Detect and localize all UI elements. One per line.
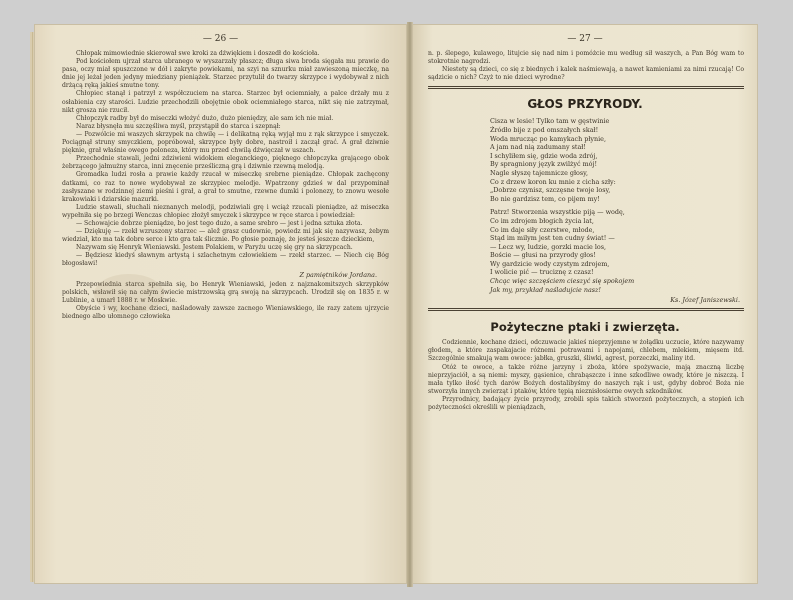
paragraph: Chłopczyk radby był do miseczki włożyć dużo, dużo pieniędzy, ale sam ich nie miał. [76, 114, 334, 122]
story-continuation [412, 50, 758, 82]
poem-line: A jam nad nią zadumany stał! [490, 143, 586, 152]
paragraph: n. p. ślepego, kulawego, litujcie się nad nim i pomóżcie mu według sił waszych, a Pan Bóg wam to stokrotnie nagrodzi. [428, 50, 744, 66]
article-text [412, 339, 758, 412]
story-epilogue [34, 281, 407, 321]
paragraph: Pod kościołem ujrzał starca ubranego w wyszarzały płaszcz; długa siwa broda sięgała mu prawie do pasa, oczy miał spuszczone w dół i zakryte powiekami, na szyi na sznurku miał zawieszoną mieczkę, na dnie jej leżał jeden jedyny miedziany pieniążek. Starzec przytulił do twarzy skrzypce i wydobywał z nich drżącą ręką jakieś smutne tony. [62, 58, 389, 90]
open-booklet [30, 18, 765, 588]
poem-line: By spragniony język zwilżyć mój! [490, 160, 598, 169]
poem-line: Co im daje siły czerstwe, młode, [490, 225, 595, 234]
poem-line: Wy gardzicie wody czystym zdrojem, [490, 259, 610, 268]
poem-line: Bo nie gardzisz tem, co pijem my! [490, 194, 600, 203]
paragraph: Przepowiednia starca spełniła się, bo Henryk Wieniawski, jeden z najznakomitszych skrzypków polskich, wsławił się na całym świecie mistrzowską grą swoją na skrzypcach. Urodził się on 1835 r. w Lublinie, a umarł 1888 r. w Moskwie. [62, 280, 389, 304]
page-number-left: — 26 — [202, 34, 239, 44]
paragraph: Gromadka ludzi rosła a prawie każdy rzucał w miseczkę srebrne pieniądze. Chłopak zachęcony datkami, co raz to nowe wydobywał ze skrzypiec melodje. Wpatrzony gdzieś w dal przypominał zasłyszane w rodzinnej ziemi pieśni i grał, a grał to smutne, rzewne dumki i polonezy, to znowu wesołe krakowiaki i dziarskie mazurki. [62, 171, 389, 203]
paragraph: Chłopak mimowiednie skierował swe kroki za dźwiękiem i doszedł do kościoła. [76, 50, 320, 57]
paragraph: — Będziesz kiedyś sławnym artystą i szlachetnym człowiekiem — rzekł starzec. — Niech cię Bóg błogosławi! [62, 252, 389, 268]
paragraph: Nazywam się Henryk Wieniawski. Jestem Polakiem, w Paryżu uczę się gry na skrzypcach. [76, 244, 353, 252]
paragraph: Obyście i wy, kochane dzieci, naśladowały zawsze zacnego Wieniawskiego, ile razy zatem ujrzycie biednego albo ułomnego człowieka [62, 304, 389, 320]
story-text [34, 50, 407, 269]
paragraph: Przyrodnicy, badający życie przyrody, zrobili spis takich stworzeń pożytecznych, a stopień ich pożyteczności określili w pieniądzach, [428, 395, 744, 411]
poem-line: Stąd im milym jest ten cudny świat! — [490, 234, 615, 243]
paragraph: Przechodnie stawali, jedni zdziwieni widokiem eleganckiego, pięknego chłopczyka grającego obok żebrzącego jałmużny starca, inni znęcenie prześliczną grą i dziwnie rzewną melodją. [62, 155, 389, 171]
section-divider [428, 308, 744, 309]
section-divider [428, 88, 744, 89]
paragraph: — Schowajcie dobrze pieniądze, bo jest tego dużo, a same srebro — jest i jedna sztuka złota. [76, 219, 363, 227]
paragraph: Otóż te owoce, a także różne jarzyny i zboża, które spożywacie, mają znaczną liczbę nieprzyjaciół, a są niemi: myszy, gąsienice, chrabąszcze i inne szkodliwe owady, które je niszczą. I mała tylko iłość tych darów Bożych dostalibyśmy do naszych rąk i ust, gdyby dobroć Boża nie stworzyła innych zwierząt i ptaków, które tępią nieznisłosierne owych szkodników. [428, 363, 744, 395]
poem-line: Boście — głusi na przyrody głos! [490, 251, 596, 260]
poem-line: Co z drzew koron ku mnie z cicha szły: [490, 177, 616, 186]
paragraph: Niestety są dzieci, co się z biednych i kalek naśmiewają, a nawet kamieniami za nimi rzucają! Co sądzicie o nich? Czyż to nie dzieci wyrodne? [428, 66, 744, 82]
section-divider [428, 310, 744, 311]
paper-stain [94, 274, 164, 314]
poem [412, 117, 758, 294]
poem-line: Chcąc więc szczęściem cieszyć się spokojem [490, 277, 635, 286]
paragraph: Chłopiec stanął i patrzył z współczuciem na starca. Starzec był ociemniały, a palce drżały mu z osłabienia czy starości. Ludzie przechodzili obojętnie obok ociemniałego starca, nikt się nie zatrzymał, nikt grosza nie rzucił. [62, 90, 389, 114]
left-page [34, 24, 407, 584]
article-title: Pożyteczne ptaki i zwierzęta. [490, 320, 680, 335]
poem-line: „Dobrze czynisz, szczęsne twoje losy, [490, 186, 611, 195]
story-source: Z pamiętników Jordana. [299, 270, 377, 279]
poem-line: — Lecz wy, ludzie, gorzki macie los, [490, 242, 607, 251]
poem-line: Cisza w lesie! Tylko tam w gęstwinie [490, 117, 610, 126]
paragraph: Codziennie, kochane dzieci, odczuwacie jakieś nieprzyjemne w żołądku uczucie, które nazywamy głodem, a które zaspakajacie różnemi potrawami i napojami, chlebem, mlekiem, mięsem itd. Szczególnie smakują wam owoce: jabłka, gruszki, śliwki, agrest, porzeczki, maliny itd. [428, 339, 744, 363]
poem-line: Źródło bije z pod omszałych skał! [490, 125, 599, 134]
paragraph: Naraz błysnęła mu szczęśliwa myśl, przystąpił do starca i szepnął: [76, 122, 281, 130]
poem-line: I schyliłem się, gdzie woda zdrój, [490, 151, 598, 160]
paragraph: — Dziękuję — rzekł wzruszony starzec — alež grasz cudownie, powiedz mi jak się nazywasz, żebym wiedział, kto ma tak dobre serce i kto gra tak ślicznie. Po głosie poznaję, że jesteś jeszcze dzieckiem, [62, 228, 389, 244]
page-number-right: — 27 — [567, 34, 603, 44]
poem-line: Patrz! Stworzenia wszystkie piją — wodę, [490, 208, 625, 217]
paragraph: — Pozwólcie mi waszych skrzypek na chwilę — i delikatną ręką wyjął mu z rąk skrzypce i smyczek. Pociągnął struny smyczkiem, popróbował, skrzypce były dobre, nastroił i zaczął grać. A grał dziwnie pięknie, grał właśnie owego poloneza, który mu przed chwilą dźwięczał w uszach. [62, 130, 389, 155]
poem-line: Jak my, przykład naśladujcie nasz! [490, 285, 601, 294]
poem-author: Ks. Józef Janiszewski. [670, 296, 740, 305]
right-page [412, 24, 758, 584]
poem-title: GŁOS PRZYRODY. [527, 97, 643, 112]
poem-line: Woda mrucząc po kamykach płynie, [490, 134, 606, 143]
section-divider [428, 86, 744, 87]
poem-line: Nagle słyszę tajemnicze głosy, [490, 168, 588, 177]
poem-line: I wolicie pić — truciznę z czasz! [490, 268, 594, 277]
paragraph: Ludzie stawali, słuchali nieznanych melodji, podziwiali grę i wciąż rzucali pieniądze, aż miseczka wypełniła się po brzegi Wenczas chłopiec złożył smyczek i skrzypce w ręce starca i powiedział: [62, 203, 389, 219]
poem-line: Co im zdrojem błogich życia lat, [490, 216, 594, 225]
